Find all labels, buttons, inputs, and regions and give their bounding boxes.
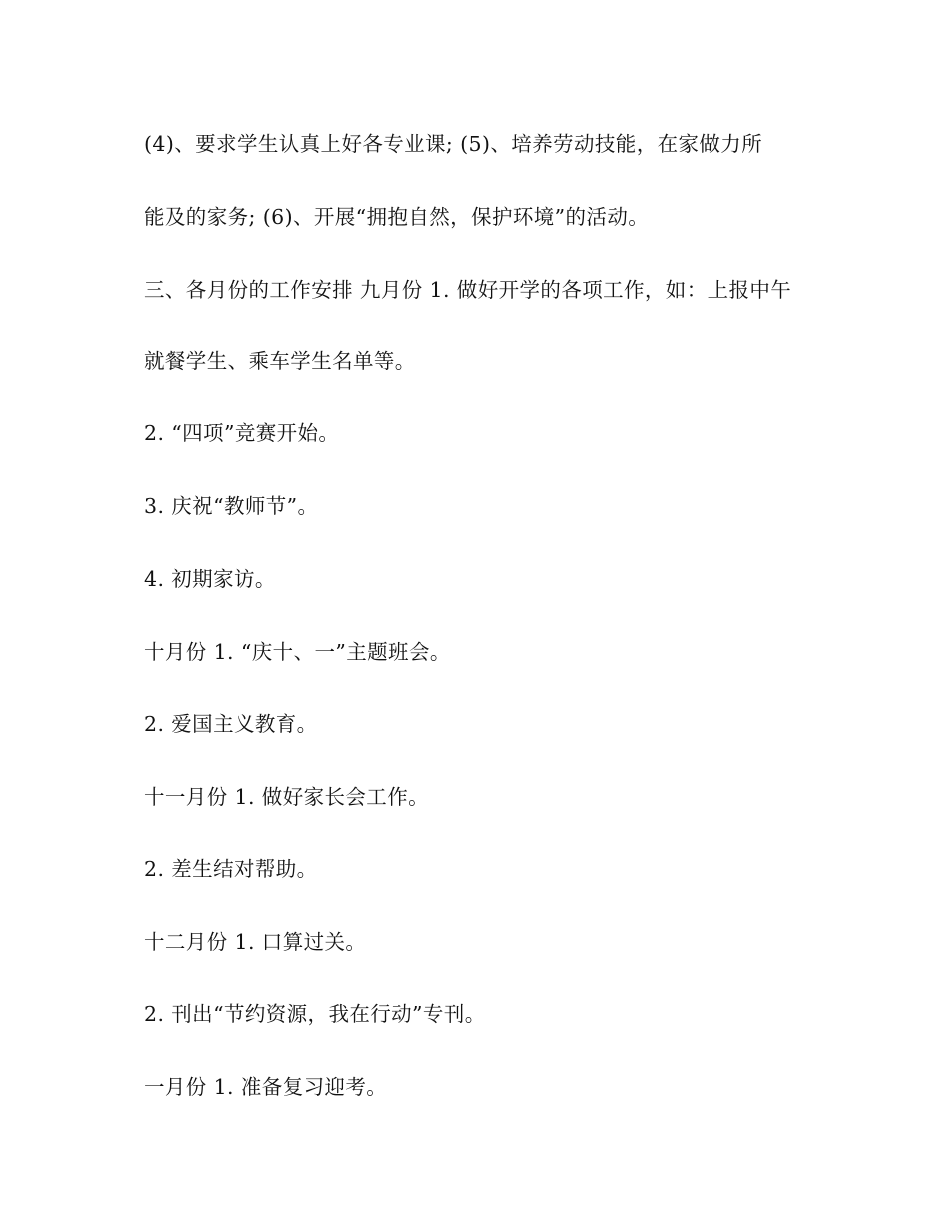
text-line-5: 2. “四项”竞赛开始。 xyxy=(144,421,340,445)
text-line-7: 4. 初期家访。 xyxy=(144,567,276,591)
text-line-3: 三、各月份的工作安排 九月份 1. 做好开学的各项工作，如：上报中午 xyxy=(144,278,792,302)
text-line-13: 2. 刊出“节约资源，我在行动”专刊。 xyxy=(144,1002,486,1026)
text-line-2: 能及的家务; (6)、开展“拥抱自然，保护环境”的活动。 xyxy=(144,205,650,229)
text-line-12: 十二月份 1. 口算过关。 xyxy=(144,930,367,954)
text-line-4: 就餐学生、乘车学生名单等。 xyxy=(144,349,416,373)
text-line-14: 一月份 1. 准备复习迎考。 xyxy=(144,1075,388,1099)
text-line-11: 2. 差生结对帮助。 xyxy=(144,857,318,881)
text-line-8: 十月份 1. “庆十、一”主题班会。 xyxy=(144,640,451,664)
text-line-9: 2. 爱国主义教育。 xyxy=(144,712,318,736)
text-line-1: (4)、要求学生认真上好各专业课; (5)、培养劳动技能，在家做力所 xyxy=(144,132,763,156)
text-line-6: 3. 庆祝“教师节”。 xyxy=(144,494,319,518)
text-line-10: 十一月份 1. 做好家长会工作。 xyxy=(144,785,429,809)
